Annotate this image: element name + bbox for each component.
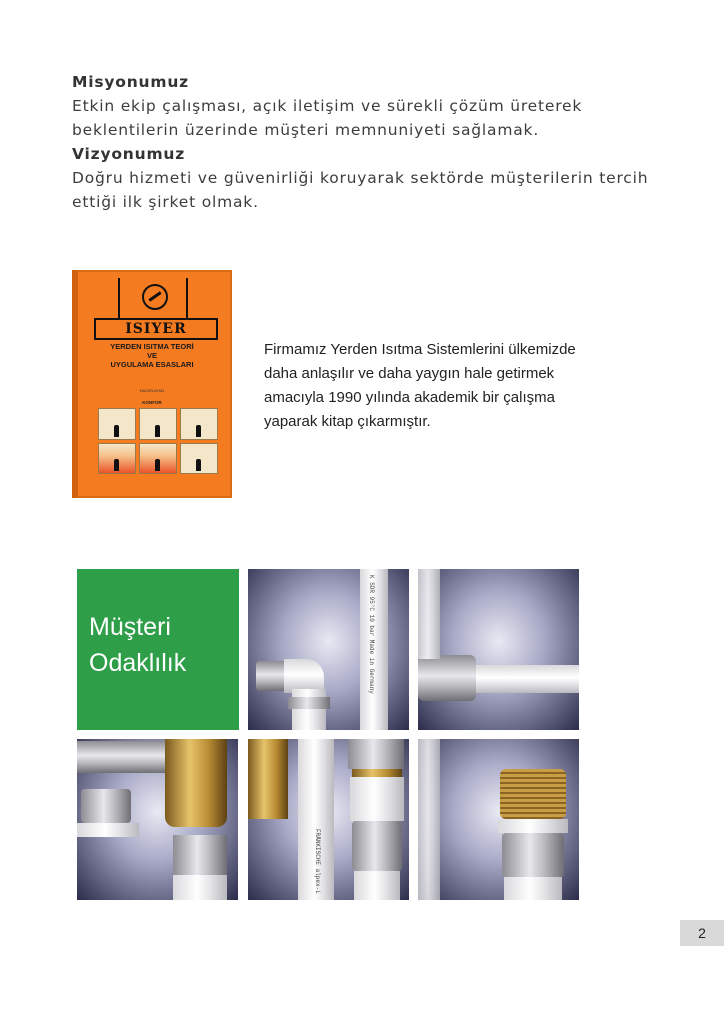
pipe-photo-elbow bbox=[248, 569, 409, 730]
mission-line-2: beklentilerin üzerinde müşteri memnuniyeti sağlamak. bbox=[72, 121, 540, 139]
vision-line-2: ettiği ilk şirket olmak. bbox=[72, 193, 259, 211]
book-authors: HAZIRLAYAN bbox=[139, 388, 165, 393]
press-sleeve bbox=[77, 741, 167, 773]
pipe-photo-brass-tee bbox=[77, 739, 238, 900]
pipe bbox=[77, 823, 139, 837]
book-description-line-4: yaparak kitap çıkarmıştır. bbox=[264, 413, 431, 430]
mission-title: Misyonumuz bbox=[72, 73, 189, 91]
book-title-line-3: UYGULAMA ESASLARI bbox=[110, 360, 194, 369]
customer-focus-line-2: Odaklılık bbox=[89, 649, 187, 677]
pipe bbox=[418, 569, 440, 659]
cover-illustration-grid bbox=[98, 408, 218, 474]
press-sleeve bbox=[173, 835, 227, 875]
vision-title: Vizyonumuz bbox=[72, 145, 186, 163]
customer-focus-tile bbox=[77, 569, 239, 730]
pipe bbox=[350, 777, 404, 821]
elbow-fitting bbox=[284, 659, 324, 693]
pipe bbox=[354, 871, 400, 900]
illustration-cell bbox=[98, 408, 136, 440]
book-series: KONFOR bbox=[142, 400, 162, 405]
cover-decor-line bbox=[118, 278, 120, 318]
vision-line-1: Doğru hizmeti ve güvenirliği koruyarak sektörde müşterilerin tercih bbox=[72, 169, 649, 187]
pipe-photo-brass-nut bbox=[248, 739, 409, 900]
illustration-cell bbox=[98, 443, 136, 475]
illustration-cell bbox=[139, 408, 177, 440]
press-sleeve bbox=[81, 789, 131, 823]
press-sleeve bbox=[418, 655, 476, 701]
book-description-line-1: Firmamız Yerden Isıtma Sistemlerini ülkemizde bbox=[264, 341, 576, 358]
brass-nut-fitting bbox=[248, 739, 288, 819]
page-number: 2 bbox=[680, 920, 724, 946]
press-sleeve bbox=[352, 821, 402, 871]
press-sleeve bbox=[348, 739, 404, 769]
book-brand: ISIYER bbox=[94, 318, 218, 340]
book-title bbox=[82, 342, 222, 369]
pipe-print-text: K SDR 95°C 10 bar Made in Germany bbox=[368, 575, 375, 694]
illustration-cell bbox=[180, 408, 218, 440]
pipe bbox=[418, 739, 440, 900]
book-description bbox=[264, 338, 644, 434]
book-title-line-1: YERDEN ISITMA TEORİ bbox=[110, 342, 194, 351]
press-sleeve bbox=[288, 697, 330, 709]
press-sleeve bbox=[502, 833, 564, 877]
threaded-brass-adapter bbox=[500, 769, 566, 819]
pipe bbox=[498, 819, 568, 833]
book-title-line-2: VE bbox=[146, 351, 157, 360]
brass-tee-fitting bbox=[165, 739, 227, 827]
illustration-cell bbox=[180, 443, 218, 475]
mission-vision-block bbox=[72, 70, 652, 214]
brass-ring bbox=[352, 769, 402, 777]
publisher-logo-icon bbox=[142, 284, 168, 310]
book-cover-image bbox=[72, 270, 232, 498]
book-description-line-3: amacıyla 1990 yılında akademik bir çalışma bbox=[264, 389, 555, 406]
customer-focus-line-1: Müşteri bbox=[89, 613, 171, 641]
illustration-cell bbox=[139, 443, 177, 475]
pipe-photo-sleeve bbox=[418, 569, 579, 730]
pipe-print-text: FRÄNKISCHE alpex-L bbox=[314, 829, 321, 894]
mission-line-1: Etkin ekip çalışması, açık iletişim ve sürekli çözüm üreterek bbox=[72, 97, 583, 115]
pipe-photo-threaded-adapter bbox=[418, 739, 579, 900]
pipe bbox=[292, 689, 326, 730]
pipe bbox=[504, 877, 562, 900]
book-spine bbox=[72, 270, 78, 498]
cover-decor-line bbox=[186, 278, 188, 318]
pipe bbox=[173, 875, 227, 900]
book-description-line-2: daha anlaşılır ve daha yaygın hale getirmek bbox=[264, 365, 555, 382]
